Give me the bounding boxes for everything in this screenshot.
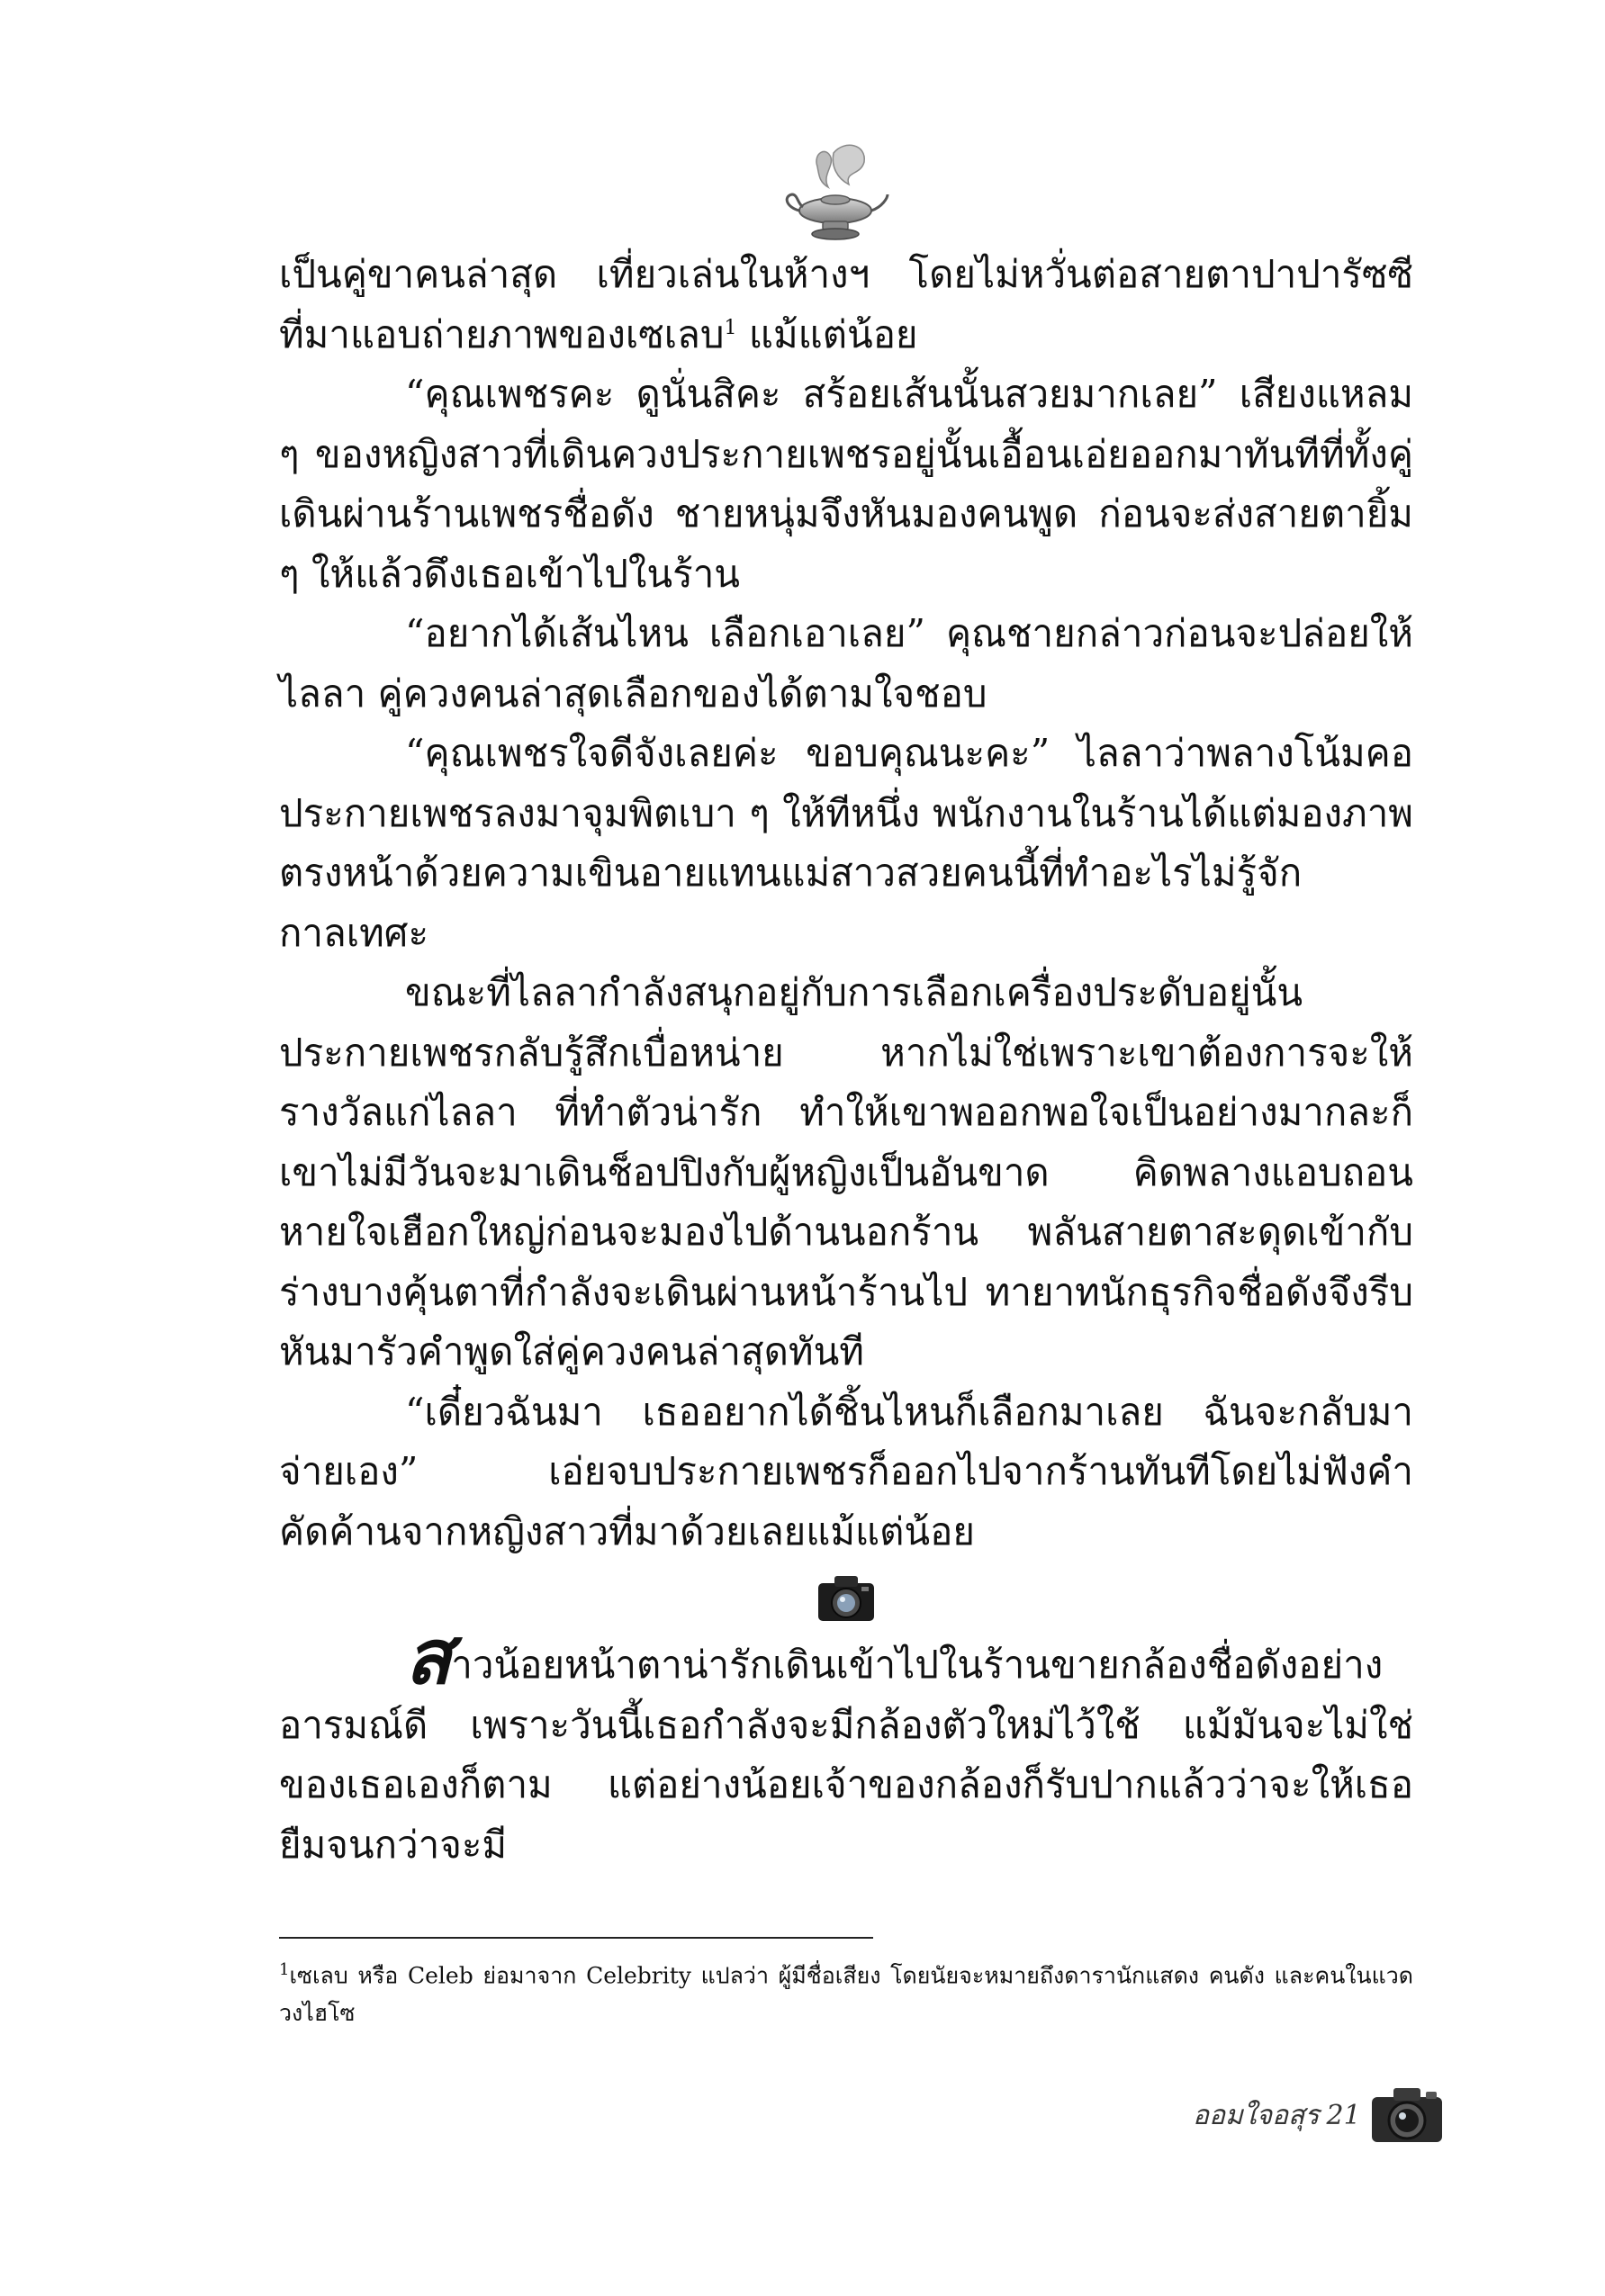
footnote-number: 1: [279, 1960, 290, 1979]
paragraph-7: สาวน้อยหน้าตาน่ารักเดินเข้าไปในร้านขายกล้องชื่อดังอย่างอารมณ์ดี เพราะวันนี้เธอกำลังจะมีกล้องตัวใหม่ไว้ใช้ แม้มันจะไม่ใช่ของเธอเองก็ตาม แต่อย่างน้อยเจ้าของกล้องก็รับปากแล้วว่าจะให้เธอยืมจนกว่าจะมี: [279, 1612, 1413, 1867]
footnote-divider: [279, 1937, 873, 1939]
camera-icon: [815, 1572, 878, 1625]
genie-lamp-icon: [781, 135, 889, 252]
book-title: ออมใจอสุร: [1193, 2099, 1320, 2131]
paragraph-6: “เดี๋ยวฉันมา เธออยากได้ชิ้นไหนก็เลือกมาเลย ฉันจะกลับมาจ่ายเอง” เอ่ยจบประกายเพชรก็ออกไปจากร้านทันทีโดยไม่ฟังคำคัดค้านจากหญิงสาวที่มาด้วยเลยแม้แต่น้อย: [279, 1389, 1413, 1553]
drop-cap: ส: [405, 1612, 452, 1701]
main-text: [279, 245, 1413, 1875]
footnote-reference[interactable]: 1: [724, 316, 737, 339]
paragraph-2: “คุณเพชรคะ ดูนั่นสิคะ สร้อยเส้นนั้นสวยมากเลย” เสียงแหลม ๆ ของหญิงสาวที่เดินควงประกายเพชรอยู่นั้นเอื้อนเอ่ยออกมาทันทีที่ทั้งคู่เดินผ่านร้านเพชรชื่อดัง ชายหนุ่มจึงหันมองคนพูด ก่อนจะส่งสายตายิ้ม ๆ ให้แล้วดึงเธอเข้าไปในร้าน: [279, 372, 1413, 596]
footnote-text: เซเลบ หรือ Celeb ย่อมาจาก Celebrity แปลว่า ผู้มีชื่อเสียง โดยนัยจะหมายถึงดารานักแสดง คนดัง และคนในแวดวงไฮโซ: [279, 1962, 1413, 2027]
paragraph-1: เป็นคู่ขาคนล่าสุด เที่ยวเล่นในห้างฯ โดยไม่หวั่นต่อสายตาปาปารัซซีที่มาแอบถ่ายภาพของเซเลบ$^1$ แม้แต่น้อย: [279, 252, 1413, 356]
paragraph-4: “คุณเพชรใจดีจังเลยค่ะ ขอบคุณนะคะ” ไลลาว่าพลางโน้มคอประกายเพชรลงมาจุมพิตเบา ๆ ให้ทีหนึ่ง พนักงานในร้านได้แต่มองภาพตรงหน้าด้วยความเขินอายแทนแม่สาวสวยคนนี้ที่ทำอะไรไม่รู้จักกาลเทศะ: [279, 731, 1413, 955]
page-number: 21: [1326, 2099, 1361, 2131]
running-footer: [1193, 2079, 1446, 2151]
camera-icon: [1368, 2083, 1446, 2147]
paragraph-3: “อยากได้เส้นไหน เลือกเอาเลย” คุณชายกล่าวก่อนจะปล่อยให้ไลลา คู่ควงคนล่าสุดเลือกของได้ตามใจชอบ: [279, 611, 1413, 716]
paragraph-5: ขณะที่ไลลากำลังสนุกอยู่กับการเลือกเครื่องประดับอยู่นั้นประกายเพชรกลับรู้สึกเบื่อหน่าย หากไม่ใช่เพราะเขาต้องการจะให้รางวัลแก่ไลลา ที่ทำตัวน่ารัก ทำให้เขาพออกพอใจเป็นอย่างมากละก็ เขาไม่มีวันจะมาเดินช็อปปิงกับผู้หญิงเป็นอันขาด คิดพลางแอบถอนหายใจเฮือกใหญ่ก่อนจะมองไปด้านนอกร้าน พลันสายตาสะดุดเข้ากับร่างบางคุ้นตาที่กำลังจะเดินผ่านหน้าร้านไป ทายาทนักธุรกิจชื่อดังจึงรีบหันมารัวคำพูดใส่คู่ควงคนล่าสุดทันที: [279, 970, 1413, 1373]
footnote: [279, 1951, 1413, 2032]
